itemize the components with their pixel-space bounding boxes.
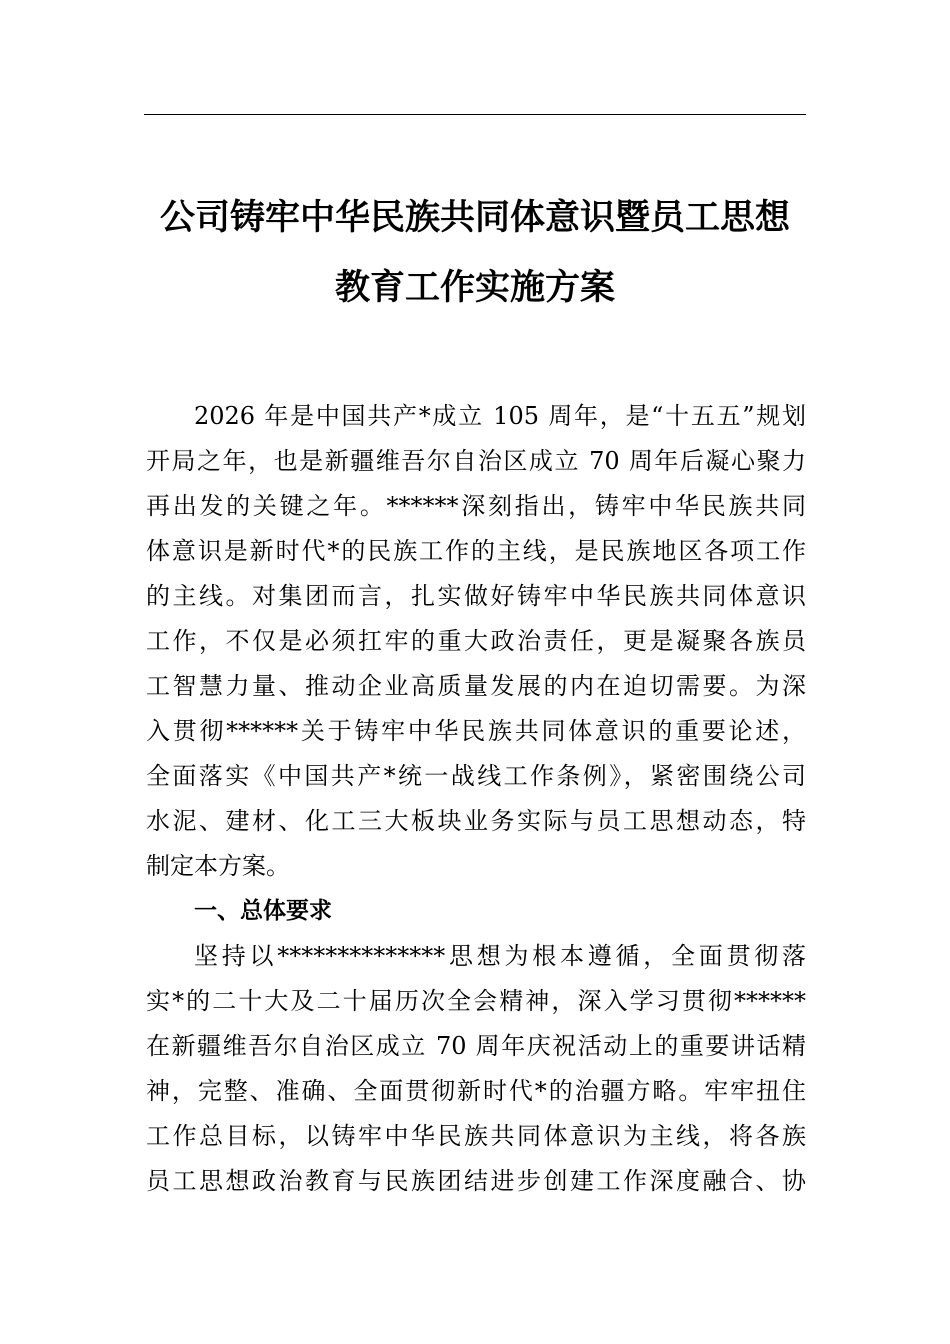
intro-line-5: 的主线。对集团而言，扎实做好铸牢中华民族共同体意识 xyxy=(146,582,806,610)
intro-line-6: 工作，不仅是必须扛牢的重大政治责任，更是凝聚各族员 xyxy=(146,627,806,655)
intro-line-3: 再出发的关键之年。******深刻指出，铸牢中华民族共同 xyxy=(146,492,806,520)
document-title-line-1: 公司铸牢中华民族共同体意识暨员工思想 xyxy=(159,198,790,238)
section-heading-general-requirements: 一、总体要求 xyxy=(194,898,332,924)
section-1-line-2: 实*的二十大及二十届历次全会精神，深入学习贯彻****** xyxy=(146,987,806,1015)
section-1-line-5: 工作总目标，以铸牢中华民族共同体意识为主线，将各族 xyxy=(146,1122,806,1150)
intro-line-1: 2026 年是中国共产*成立 105 周年，是“十五五”规划 xyxy=(194,402,806,430)
intro-line-8: 入贯彻******关于铸牢中华民族共同体意识的重要论述， xyxy=(146,717,806,745)
section-1-line-4: 神，完整、准确、全面贯彻新时代*的治疆方略。牢牢扭住 xyxy=(146,1077,806,1105)
intro-line-2: 开局之年，也是新疆维吾尔自治区成立 70 周年后凝心聚力 xyxy=(146,447,806,475)
intro-line-11: 制定本方案。 xyxy=(146,852,290,880)
section-1-line-3: 在新疆维吾尔自治区成立 70 周年庆祝活动上的重要讲话精 xyxy=(146,1032,806,1060)
document-title-line-2: 教育工作实施方案 xyxy=(334,268,615,308)
intro-line-7: 工智慧力量、推动企业高质量发展的内在迫切需要。为深 xyxy=(146,672,806,700)
header-rule xyxy=(144,114,806,115)
intro-line-9: 全面落实《中国共产*统一战线工作条例》，紧密围绕公司 xyxy=(146,762,806,790)
section-1-line-1: 坚持以**************思想为根本遵循，全面贯彻落 xyxy=(194,942,806,970)
intro-line-4: 体意识是新时代*的民族工作的主线，是民族地区各项工作 xyxy=(146,537,806,565)
intro-line-10: 水泥、建材、化工三大板块业务实际与员工思想动态，特 xyxy=(146,807,806,835)
section-1-line-6: 员工思想政治教育与民族团结进步创建工作深度融合、协 xyxy=(146,1167,806,1195)
